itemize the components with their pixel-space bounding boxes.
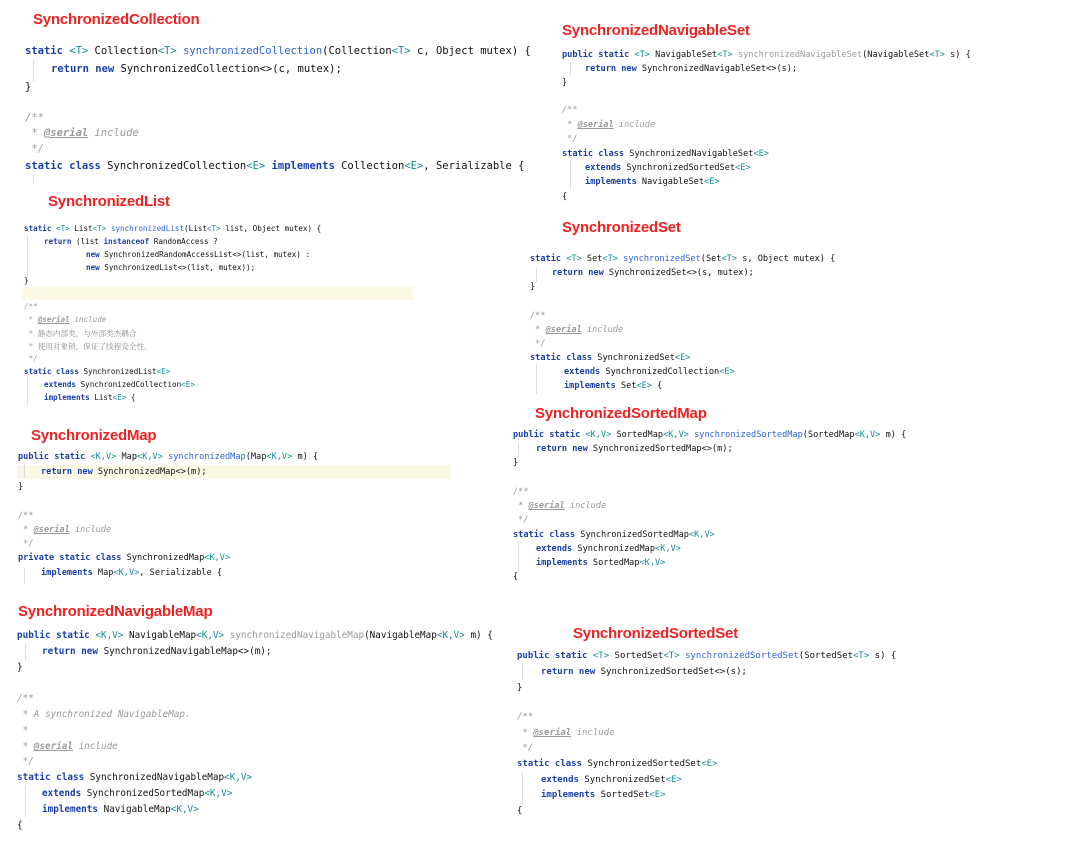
code-line: private static class SynchronizedMap<K,V> (18, 553, 231, 563)
code-line: } (25, 81, 32, 93)
comment-line: * @serial include (513, 501, 607, 511)
section-title-synchronized-navigable-map: SynchronizedNavigableMap (18, 603, 213, 620)
code-line: extends SynchronizedCollection<E> (44, 380, 195, 389)
code-block-synchronized-sorted-set (517, 651, 897, 816)
code-line: } (17, 662, 23, 673)
code-line: return new SynchronizedSet<>(s, mutex); (552, 268, 754, 278)
comment-line: /** (17, 693, 34, 704)
comment-line: */ (513, 515, 529, 525)
comment-line: * 使用对象锁，保证了线程安全性。 (24, 342, 152, 351)
code-line: public static <K,V> Map<K,V> synchronizedMap(Map<K,V> m) { (18, 452, 319, 462)
code-line: implements SortedMap<K,V> (536, 558, 666, 568)
comment-line: /** (18, 511, 34, 521)
code-line: { (517, 806, 523, 816)
code-line: static class SynchronizedCollection<E> implements Collection<E>, Serializable { (25, 160, 525, 172)
code-line: } (513, 458, 519, 468)
section-title-synchronized-navigable-set: SynchronizedNavigableSet (562, 22, 750, 39)
comment-line: /** (24, 302, 38, 311)
code-line: implements SortedSet<E> (541, 790, 666, 800)
comment-line: */ (25, 143, 44, 155)
comment-line: * (17, 725, 29, 736)
code-line: public static <K,V> SortedMap<K,V> synchronizedSortedMap(SortedMap<K,V> m) { (513, 430, 907, 440)
code-line: public static <K,V> NavigableMap<K,V> synchronizedNavigableMap(NavigableMap<K,V> m) { (17, 630, 493, 641)
indent-guide (522, 772, 523, 804)
code-line: new SynchronizedList<>(list, mutex)); (86, 263, 256, 272)
comment-line: */ (517, 743, 534, 753)
code-line: new SynchronizedRandomAccessList<>(list, mutex) : (86, 250, 311, 259)
comment-line: /** (562, 105, 578, 115)
indent-guide (27, 375, 28, 405)
code-line: } (562, 78, 568, 88)
code-line: return new SynchronizedNavigableMap<>(m); (42, 646, 272, 657)
comment-line: * @serial include (24, 315, 107, 324)
code-block-synchronized-navigable-map (17, 630, 493, 831)
comment-line: */ (24, 354, 38, 363)
section-title-synchronized-set: SynchronizedSet (562, 219, 681, 236)
code-block-synchronized-navigable-set (562, 50, 971, 202)
code-line: implements NavigableSet<E> (585, 177, 720, 187)
code-line: extends SynchronizedSortedSet<E> (585, 163, 751, 173)
comment-line: * @serial include (25, 127, 139, 139)
section-title-synchronized-sorted-map: SynchronizedSortedMap (535, 405, 707, 422)
code-line: implements Map<K,V>, Serializable { (41, 568, 223, 578)
comment-line: */ (17, 756, 34, 767)
comment-line: */ (562, 134, 578, 144)
code-line: { (513, 572, 519, 582)
code-line: implements NavigableMap<K,V> (42, 804, 199, 815)
code-line: } (530, 282, 536, 292)
section-title-synchronized-sorted-set: SynchronizedSortedSet (573, 625, 738, 642)
code-line: return new SynchronizedNavigableSet<>(s); (585, 64, 798, 74)
indent-guide (570, 160, 571, 190)
comment-line: * @serial include (18, 525, 112, 535)
code-line: static <T> Collection<T> synchronizedCollection(Collection<T> c, Object mutex) { (25, 45, 531, 57)
code-line: } (18, 482, 24, 492)
code-line: public static <T> NavigableSet<T> synchronizedNavigableSet(NavigableSet<T> s) { (562, 50, 971, 60)
code-line: static class SynchronizedList<E> (24, 367, 171, 376)
code-line: return new SynchronizedMap<>(m); (41, 467, 207, 477)
section-title-synchronized-map: SynchronizedMap (31, 427, 157, 444)
comment-line: * 静态内部类，与外部类杰耦合 (24, 329, 137, 338)
code-line: extends SynchronizedCollection<E> (564, 367, 735, 377)
comment-line: /** (25, 112, 44, 124)
comment-line: /** (530, 311, 546, 321)
code-line: public static <T> SortedSet<T> synchronizedSortedSet(SortedSet<T> s) { (517, 651, 897, 661)
code-block-synchronized-map (18, 452, 319, 578)
code-line: static class SynchronizedNavigableSet<E> (562, 149, 769, 159)
comment-line: * @serial include (562, 120, 656, 130)
code-line: return new SynchronizedSortedMap<>(m); (536, 444, 733, 454)
code-line: extends SynchronizedMap<K,V> (536, 544, 681, 554)
indent-guide (518, 541, 519, 571)
indent-guide (25, 785, 26, 817)
code-line: extends SynchronizedSortedMap<K,V> (42, 788, 233, 799)
code-line: static class SynchronizedSortedSet<E> (517, 759, 718, 769)
code-line: static class SynchronizedSortedMap<K,V> (513, 530, 715, 540)
code-line: static class SynchronizedSet<E> (530, 353, 691, 363)
comment-line: /** (513, 487, 529, 497)
comment-line: * A synchronized NavigableMap. (17, 709, 191, 720)
section-title-synchronized-collection: SynchronizedCollection (33, 11, 200, 28)
comment-line: */ (530, 339, 546, 349)
indent-guide (24, 568, 25, 584)
code-line: { (17, 820, 23, 831)
code-line: } (517, 683, 523, 693)
section-title-synchronized-list: SynchronizedList (48, 193, 170, 210)
code-block-synchronized-set (530, 254, 836, 391)
line-highlight (22, 287, 414, 300)
indent-guide (536, 364, 537, 394)
code-block-synchronized-sorted-map (513, 430, 907, 582)
code-block-synchronized-collection (25, 45, 531, 172)
comment-line: /** (517, 712, 534, 722)
comment-line: * @serial include (517, 728, 615, 738)
code-line: implements List<E> { (44, 393, 136, 402)
code-line: } (24, 276, 29, 285)
code-line: return new SynchronizedSortedSet<>(s); (541, 667, 747, 677)
comment-line: * @serial include (17, 741, 118, 752)
comment-line: */ (18, 539, 34, 549)
code-line: return (list instanceof RandomAccess ? (44, 237, 218, 246)
code-line: static <T> List<T> synchronizedList(List<T> list, Object mutex) { (24, 224, 322, 233)
code-line: { (562, 192, 568, 202)
indent-guide (33, 174, 34, 184)
code-block-synchronized-list (24, 224, 322, 402)
code-line: implements Set<E> { (564, 381, 663, 391)
comment-line: * @serial include (530, 325, 624, 335)
code-line: extends SynchronizedSet<E> (541, 775, 682, 785)
code-line: static class SynchronizedNavigableMap<K,V> (17, 772, 253, 783)
code-line: return new SynchronizedCollection<>(c, mutex); (51, 63, 342, 75)
code-line: static <T> Set<T> synchronizedSet(Set<T> s, Object mutex) { (530, 254, 836, 264)
